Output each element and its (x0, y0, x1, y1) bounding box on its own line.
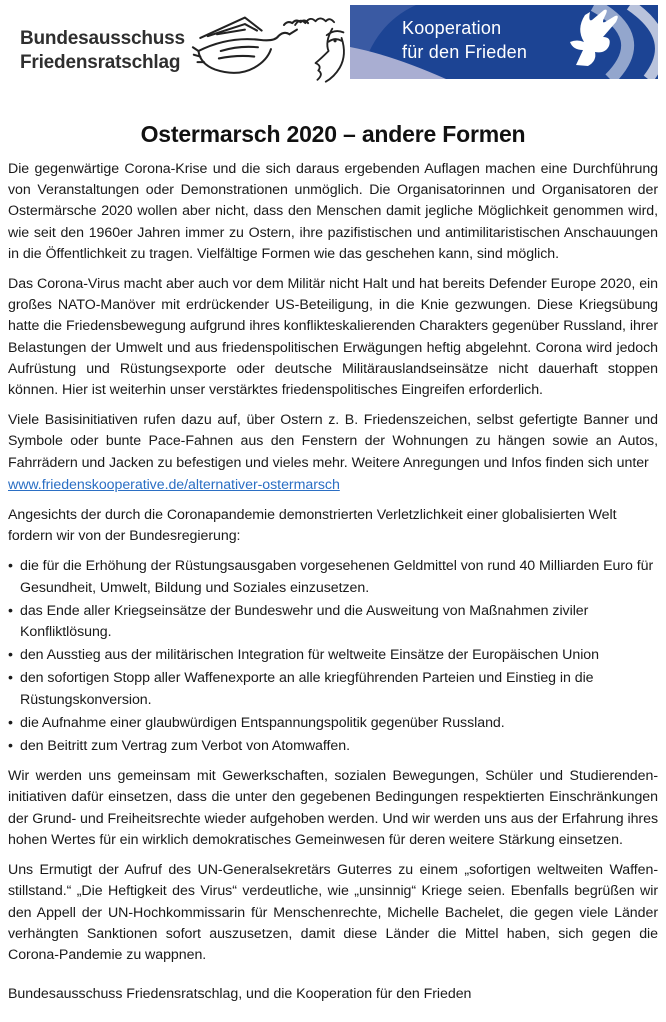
logo-left-text (20, 27, 185, 75)
demand-item (8, 736, 658, 757)
bullet-marker: • (8, 558, 13, 575)
paragraph-corona-intro: Die gegenwärtige Corona-Krise und die sich daraus ergebenden Auflagen machen eine Durchführung von Veranstaltungen oder Demonstrationen unmöglich. Die Organisatorinnen und Organisatoren der Ostermärsche 2020 wollen aber nicht, dass den Menschen damit jegliche Möglichkeit genommen wird, wie seit den 1960er Jahren immer zu Ostern, ihre pazifistischen und antimilitaristischen Anschauungen in die Öffentlichkeit zu tragen. Vielfältige Formen wie das geschehen kann, sind möglich. (8, 161, 658, 262)
bullet-marker: • (8, 647, 13, 664)
page-title: Ostermarsch 2020 – andere Formen (140, 121, 526, 147)
logo-kooperation-fuer-den-frieden (350, 5, 658, 79)
demand-text: den sofortigen Stopp aller Waffenexporte an alle kriegführenden Parteien und Einstieg in die Rüstungskonversion. (20, 670, 594, 708)
paragraph-together: Wir werden uns gemeinsam mit Gewerkschaften, sozialen Bewegungen, Schüler und Studierenden-initiativen dafür einsetzen, dass die unter den gegebenen Bedingungen respektierten Einschränkungen der Grund- und Freiheitsrechte wieder aufgehoben werden. Und wir werden uns aus der Erfahrung ihres hohen Wertes für ein wirklich demokratisches Gemeinwesen für deren weitere Stärkung einsetzen. (8, 768, 658, 848)
demand-item (8, 668, 658, 710)
demands-list (8, 556, 658, 757)
ostermarsch-link[interactable]: www.friedenskooperative.de/alternativer-ostermarsch (8, 476, 340, 493)
document-footer (8, 984, 658, 1005)
picasso-dove-and-face-icon (191, 11, 349, 91)
logo-right-line1: Kooperation (402, 18, 502, 38)
paragraph-initiatives-text: Viele Basisinitiativen rufen dazu auf, über Ostern z. B. Friedenszeichen, selbst gefertigte Banner und Symbole oder bunte Pace-Fahnen aus den Fenstern der Wohnungen zu hängen sowie an Autos, Fahrrädern und Jacken zu befestigen und vieles mehr. Weitere Anregungen und Infos finden sich unter (8, 412, 658, 471)
demand-item (8, 645, 658, 666)
logo-right-text (402, 16, 527, 64)
demand-text: den Beitritt zum Vertrag zum Verbot von Atomwaffen. (20, 738, 350, 755)
paragraph-un-appeal: Uns Ermutigt der Aufruf des UN-Generalsekretärs Guterres zu einem „sofortigen weltweiten Waffen-stillstand.“ „Die Heftigkeit des Virus“ verdeutliche, wie „unsinnig“ Kriege seien. Ebenfalls begrüßen wir den Appell der UN-Hochkommissarin für Menschenrechte, Michelle Bachelet, die gegen viele Länder verhängten Sanktionen sofort auszusetzen, damit diese Länder die Mittel haben, sich gegen die Corona-Pandemie zu wappnen. (8, 862, 658, 963)
bullet-marker: • (8, 670, 13, 687)
bullet-marker: • (8, 714, 13, 731)
logo-bundesausschuss-friedensratschlag (20, 5, 349, 91)
demand-item (8, 601, 658, 643)
demand-item (8, 713, 658, 734)
bullet-marker: • (8, 738, 13, 755)
demand-text: die Aufnahme einer glaubwürdigen Entspannungspolitik gegenüber Russland. (20, 714, 505, 731)
logo-left-line1: Bundesausschuss (20, 28, 185, 49)
demand-item (8, 556, 658, 598)
logo-right-line2: für den Frieden (402, 42, 528, 62)
bullet-marker: • (8, 602, 13, 619)
footer-signature: Bundesausschuss Friedensratschlag, und die Kooperation für den Frieden (8, 986, 472, 1003)
demand-text: die für die Erhöhung der Rüstungsausgaben vorgesehenen Geldmittel von rund 40 Milliarden Euro für Gesundheit, Umwelt, Bildung und Soziales einzusetzen. (20, 558, 654, 596)
paragraph-initiatives (8, 410, 658, 496)
paragraph-demands-intro: Angesichts der durch die Coronapandemie demonstrierten Verletzlichkeit einer globalisierten Welt fordern wir von der Bundesregierung: (8, 507, 617, 545)
logo-left-line2: Friedensratschlag (20, 52, 181, 73)
header-logos (8, 5, 658, 89)
paragraph-military: Das Corona-Virus macht aber auch vor dem Militär nicht Halt und hat bereits Defender Europe 2020, ein großes NATO-Manöver mit erdrückender US-Beteiligung, in die Knie gezwungen. Diese Kriegsübung hatte die Friedensbewegung aufgrund ihres konflikteskalierenden Charakters gegenüber Russland, ihrer Belastungen der Umwelt und aus friedenspolitischen Erwägungen heftig abgelehnt. Corona wird jedoch Aufrüstung und Rüstungsexporte oder deutsche Militärauslandseinsätze nicht dauerhaft stoppen können. Hier ist weiterhin unser verstärktes friedenspolitisches Eingreifen erforderlich. (8, 276, 658, 399)
demand-text: den Ausstieg aus der militärischen Integration für weltweite Einsätze der Europäischen Union (20, 647, 599, 664)
demand-text: das Ende aller Kriegseinsätze der Bundeswehr und die Ausweitung von Maßnahmen ziviler Konfliktlösung. (20, 602, 589, 641)
